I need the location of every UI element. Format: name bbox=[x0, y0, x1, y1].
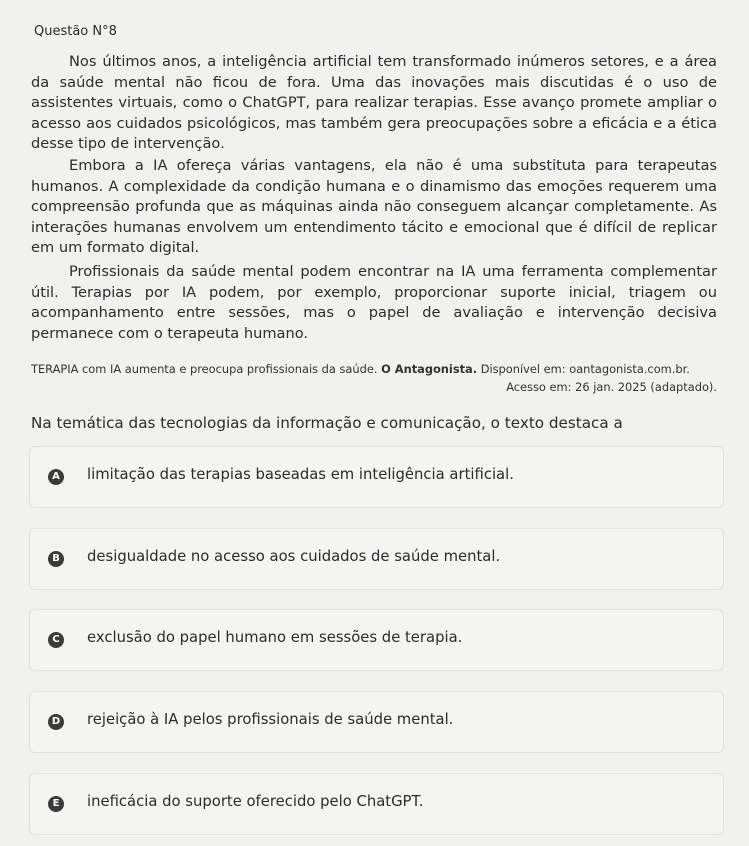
paragraph-3-text: Profissionais da saúde mental podem encontrar na IA uma ferramenta complementar útil. Terapias por IA podem, por exemplo, proporcionar suporte inicial, triagem ou acompanhamento entre sessões, mas o papel de avaliação e intervenção decisiva permanece com o terapeuta humano. bbox=[31, 263, 717, 342]
option-a[interactable] bbox=[29, 446, 724, 508]
source-citation bbox=[31, 360, 721, 396]
option-e-badge: E bbox=[48, 796, 64, 812]
option-b[interactable] bbox=[29, 528, 724, 590]
option-d-text: rejeição à IA pelos profissionais de saúde mental. bbox=[87, 711, 454, 728]
question-prompt: Na temática das tecnologias da informação e comunicação, o texto destaca a bbox=[31, 414, 623, 432]
paragraph-2-text: Embora a IA ofereça várias vantagens, ela não é uma substituta para terapeutas humanos. A complexidade da condição humana e o dinamismo das emoções requerem uma compreensão profunda que as máquinas ainda não conseguem alcançar completamente. As interações humanas envolvem um entendimento tácito e emocional que é difícil de replicar em um formato digital. bbox=[31, 157, 717, 257]
paragraph-2 bbox=[31, 156, 717, 259]
source-prefix: TERAPIA com IA aumenta e preocupa profissionais da saúde. bbox=[31, 362, 378, 376]
option-c-text: exclusão do papel humano em sessões de terapia. bbox=[87, 629, 463, 646]
option-e-text: ineficácia do suporte oferecido pelo ChatGPT. bbox=[87, 793, 424, 810]
option-e[interactable] bbox=[29, 773, 724, 835]
option-a-badge: A bbox=[48, 469, 64, 485]
option-a-text: limitação das terapias baseadas em inteligência artificial. bbox=[87, 466, 514, 483]
option-c-badge: C bbox=[48, 632, 64, 648]
paragraph-1 bbox=[31, 52, 717, 155]
option-b-badge: B bbox=[48, 551, 64, 567]
paragraph-1-text: Nos últimos anos, a inteligência artificial tem transformado inúmeros setores, e a área da saúde mental não ficou de fora. Uma das inovações mais discutidas é o uso de assistentes virtuais, como o ChatGPT, para realizar terapias. Esse avanço promete ampliar o acesso aos cuidados psicológicos, mas também gera preocupações sobre a eficácia e a ética desse tipo de intervenção. bbox=[31, 53, 717, 153]
source-access: Acesso em: 26 jan. 2025 (adaptado). bbox=[506, 380, 717, 394]
source-suffix: Disponível em: oantagonista.com.br. bbox=[480, 362, 690, 376]
option-c[interactable] bbox=[29, 609, 724, 671]
paragraph-3 bbox=[31, 262, 717, 344]
question-title: Questão N°8 bbox=[34, 24, 117, 39]
option-d[interactable] bbox=[29, 691, 724, 753]
option-d-badge: D bbox=[48, 714, 64, 730]
source-publication: O Antagonista. bbox=[381, 362, 478, 376]
option-b-text: desigualdade no acesso aos cuidados de saúde mental. bbox=[87, 548, 501, 565]
source-line bbox=[31, 360, 721, 378]
